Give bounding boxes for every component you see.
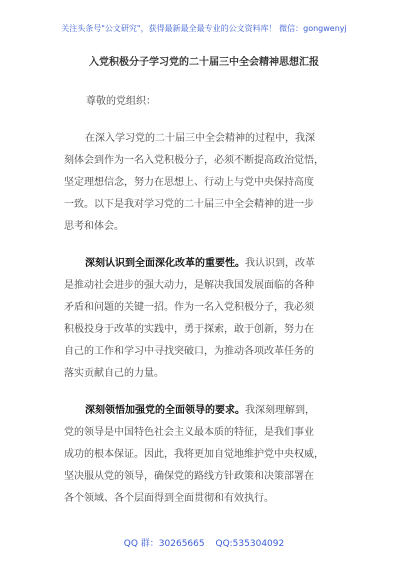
paragraph-line [64, 253, 348, 275]
salutation: 尊敬的党组织： [86, 96, 156, 107]
paragraph-intro [64, 128, 348, 238]
paragraph-line: 积极投身于改革的实践中，勇于探索，敢于创新，努力在 [64, 324, 314, 335]
paragraph-line [64, 400, 348, 422]
paragraph-line: 各个领域、各个层面得到全面贯彻和有效执行。 [64, 493, 274, 504]
qq-contact-number: QQ:535304092 [215, 539, 285, 549]
qq-group-number: QQ 群：30265665 [123, 539, 205, 549]
paragraph-text: 我深刻理解到， [245, 405, 315, 416]
paragraph-leadership [64, 400, 348, 510]
paragraph-line: 矛盾和问题的关键一招。作为一名入党积极分子，我必须 [64, 302, 314, 313]
paragraph-reform [64, 253, 348, 385]
paragraph-line: 刻体会到作为一名入党积极分子，必须不断提高政治觉悟， [64, 155, 324, 166]
paragraph-text: 我认识到，改革 [245, 258, 315, 269]
paragraph-line: 是推动社会进步的强大动力，是解决我国发展面临的各种 [64, 280, 314, 291]
footer-contacts [0, 536, 408, 549]
paragraph-line: 成功的根本保证。因此，我将更加自觉地维护党中央权威， [64, 449, 324, 460]
paragraph-line: 思考和体会。 [64, 221, 124, 232]
paragraph-line: 党的领导是中国特色社会主义最本质的特征，是我们事业 [64, 427, 314, 438]
paragraph-line: 落实贡献自己的力量。 [64, 368, 164, 379]
paragraph-lead: 深刻认识到全面深化改革的重要性。 [85, 258, 245, 269]
document-title: 入党积极分子学习党的二十届三中全会精神思想汇报 [89, 57, 319, 68]
paragraph-line: 坚定理想信念，努力在思想上、行动上与党中央保持高度 [64, 177, 314, 188]
paragraph-line: 坚决服从党的领导，确保党的路线方针政策和决策部署在 [64, 471, 314, 482]
paragraph-line: 一致。以下是我对学习党的二十届三中全会精神的进一步 [64, 199, 314, 210]
paragraph-line: 在深入学习党的二十届三中全会精神的过程中，我深 [85, 133, 315, 144]
header-banner: 关注头条号"公文研究"，获得最新最全最专业的公文资料库！ 微信：gongwenyj [61, 24, 347, 33]
paragraph-lead: 深刻领悟加强党的全面领导的要求。 [85, 405, 245, 416]
paragraph-line: 自己的工作和学习中寻找突破口，为推动各项改革任务的 [64, 346, 314, 357]
